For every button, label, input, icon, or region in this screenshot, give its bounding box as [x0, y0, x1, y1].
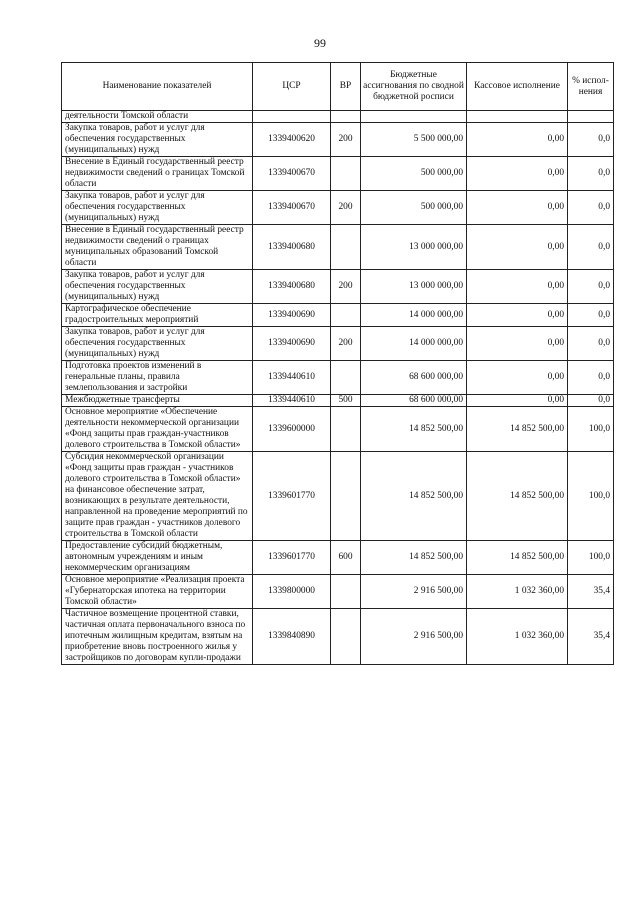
- cell-csr: 1339601770: [253, 541, 331, 575]
- cell-csr: 1339440610: [253, 361, 331, 395]
- cell-name: Подготовка проектов изменений в генеральные планы, правила землепользования и застройки: [62, 361, 253, 395]
- cell-budget: 14 852 500,00: [361, 452, 467, 541]
- cell-vr: 200: [331, 327, 361, 361]
- header-cash: Кассовое исполнение: [467, 63, 568, 111]
- cell-cash: [467, 111, 568, 123]
- cell-cash: 0,00: [467, 327, 568, 361]
- header-budget: Бюджетные ассигнования по сводной бюджетной росписи: [361, 63, 467, 111]
- cell-csr: 1339800000: [253, 575, 331, 609]
- cell-cash: 0,00: [467, 361, 568, 395]
- cell-budget: 14 852 500,00: [361, 407, 467, 452]
- cell-budget: 500 000,00: [361, 191, 467, 225]
- cell-percent: 100,0: [568, 452, 614, 541]
- cell-csr: 1339601770: [253, 452, 331, 541]
- cell-vr: [331, 111, 361, 123]
- cell-name: Закупка товаров, работ и услуг для обеспечения государственных (муниципальных) нужд: [62, 327, 253, 361]
- cell-name: Закупка товаров, работ и услуг для обеспечения государственных (муниципальных) нужд: [62, 270, 253, 304]
- cell-vr: 600: [331, 541, 361, 575]
- cell-cash: 14 852 500,00: [467, 541, 568, 575]
- cell-budget: 14 000 000,00: [361, 327, 467, 361]
- cell-budget: 14 852 500,00: [361, 541, 467, 575]
- table-row: [62, 191, 614, 225]
- cell-budget: 500 000,00: [361, 157, 467, 191]
- cell-csr: 1339400690: [253, 327, 331, 361]
- cell-name: Основное мероприятие «Реализация проекта «Губернаторская ипотека на территории Томской области»: [62, 575, 253, 609]
- cell-csr: 1339840890: [253, 609, 331, 665]
- cell-budget: 68 600 000,00: [361, 395, 467, 407]
- cell-percent: 0,0: [568, 304, 614, 327]
- page-number: 99: [314, 36, 326, 50]
- cell-csr: 1339440610: [253, 395, 331, 407]
- cell-name: Внесение в Единый государственный реестр недвижимости сведений о границах муниципальных образований Томской области: [62, 225, 253, 270]
- table-row: [62, 327, 614, 361]
- cell-vr: 200: [331, 270, 361, 304]
- cell-name: Частичное возмещение процентной ставки, частичная оплата первоначального взноса по ипотечным жилищным кредитам, взятым на приобретение вновь построенного жилья у застройщиков по договорам купли-продажи: [62, 609, 253, 665]
- cell-vr: 200: [331, 123, 361, 157]
- cell-percent: 0,0: [568, 270, 614, 304]
- table-row: [62, 123, 614, 157]
- cell-vr: 200: [331, 191, 361, 225]
- table-row: [62, 157, 614, 191]
- cell-vr: [331, 407, 361, 452]
- cell-budget: 2 916 500,00: [361, 575, 467, 609]
- cell-csr: 1339400620: [253, 123, 331, 157]
- cell-name: Внесение в Единый государственный реестр недвижимости сведений о границах Томской области: [62, 157, 253, 191]
- header-vr: ВР: [331, 63, 361, 111]
- cell-percent: 0,0: [568, 157, 614, 191]
- cell-name: Основное мероприятие «Обеспечение деятельности некоммерческой организации «Фонд защиты прав граждан-участников долевого строительства в Томской области»: [62, 407, 253, 452]
- table-row: [62, 304, 614, 327]
- cell-budget: 13 000 000,00: [361, 270, 467, 304]
- cell-percent: 0,0: [568, 123, 614, 157]
- cell-cash: 0,00: [467, 191, 568, 225]
- cell-budget: 2 916 500,00: [361, 609, 467, 665]
- table-row: [62, 111, 614, 123]
- table-header-row: [62, 63, 614, 111]
- cell-percent: 0,0: [568, 395, 614, 407]
- header-percent: % испол-нения: [568, 63, 614, 111]
- cell-percent: 0,0: [568, 191, 614, 225]
- cell-percent: 0,0: [568, 327, 614, 361]
- cell-cash: 14 852 500,00: [467, 452, 568, 541]
- cell-vr: [331, 225, 361, 270]
- cell-csr: 1339600000: [253, 407, 331, 452]
- cell-cash: 14 852 500,00: [467, 407, 568, 452]
- cell-percent: 0,0: [568, 361, 614, 395]
- cell-csr: 1339400680: [253, 225, 331, 270]
- cell-budget: 68 600 000,00: [361, 361, 467, 395]
- cell-csr: [253, 111, 331, 123]
- table-row: [62, 541, 614, 575]
- cell-csr: 1339400670: [253, 191, 331, 225]
- cell-csr: 1339400670: [253, 157, 331, 191]
- cell-vr: [331, 304, 361, 327]
- cell-percent: 35,4: [568, 609, 614, 665]
- cell-cash: 1 032 360,00: [467, 609, 568, 665]
- table-row: [62, 361, 614, 395]
- cell-budget: 13 000 000,00: [361, 225, 467, 270]
- cell-name: Закупка товаров, работ и услуг для обеспечения государственных (муниципальных) нужд: [62, 123, 253, 157]
- cell-budget: [361, 111, 467, 123]
- cell-name: Предоставление субсидий бюджетным, автономным учреждениям и иным некоммерческим организациям: [62, 541, 253, 575]
- cell-percent: 35,4: [568, 575, 614, 609]
- cell-cash: 0,00: [467, 123, 568, 157]
- cell-vr: [331, 361, 361, 395]
- cell-budget: 5 500 000,00: [361, 123, 467, 157]
- cell-cash: 0,00: [467, 395, 568, 407]
- cell-vr: [331, 157, 361, 191]
- cell-percent: 0,0: [568, 225, 614, 270]
- cell-csr: 1339400690: [253, 304, 331, 327]
- cell-cash: 0,00: [467, 157, 568, 191]
- cell-cash: 1 032 360,00: [467, 575, 568, 609]
- table-row: [62, 395, 614, 407]
- cell-cash: 0,00: [467, 270, 568, 304]
- table-row: [62, 609, 614, 665]
- cell-name: Субсидия некоммерческой организации «Фонд защиты прав граждан - участников долевого строительства в Томской области» на финансовое обеспечение затрат, возникающих в результате деятельности, направленной на проведение мероприятий по защите прав граждан - участников долевого строительства в Томской области: [62, 452, 253, 541]
- cell-percent: 100,0: [568, 541, 614, 575]
- table-row: [62, 452, 614, 541]
- header-name: Наименование показателей: [62, 63, 253, 111]
- cell-percent: 100,0: [568, 407, 614, 452]
- cell-percent: [568, 111, 614, 123]
- cell-name: Картографическое обеспечение градостроительных мероприятий: [62, 304, 253, 327]
- cell-vr: [331, 452, 361, 541]
- table-row: [62, 225, 614, 270]
- table-row: [62, 575, 614, 609]
- table-row: [62, 270, 614, 304]
- cell-name: Межбюджетные трансферты: [62, 395, 253, 407]
- budget-table: [61, 62, 614, 665]
- cell-vr: 500: [331, 395, 361, 407]
- table-row: [62, 407, 614, 452]
- cell-name: Закупка товаров, работ и услуг для обеспечения государственных (муниципальных) нужд: [62, 191, 253, 225]
- cell-budget: 14 000 000,00: [361, 304, 467, 327]
- cell-name: деятельности Томской области: [62, 111, 253, 123]
- cell-vr: [331, 609, 361, 665]
- cell-csr: 1339400680: [253, 270, 331, 304]
- cell-cash: 0,00: [467, 225, 568, 270]
- header-csr: ЦСР: [253, 63, 331, 111]
- cell-vr: [331, 575, 361, 609]
- cell-cash: 0,00: [467, 304, 568, 327]
